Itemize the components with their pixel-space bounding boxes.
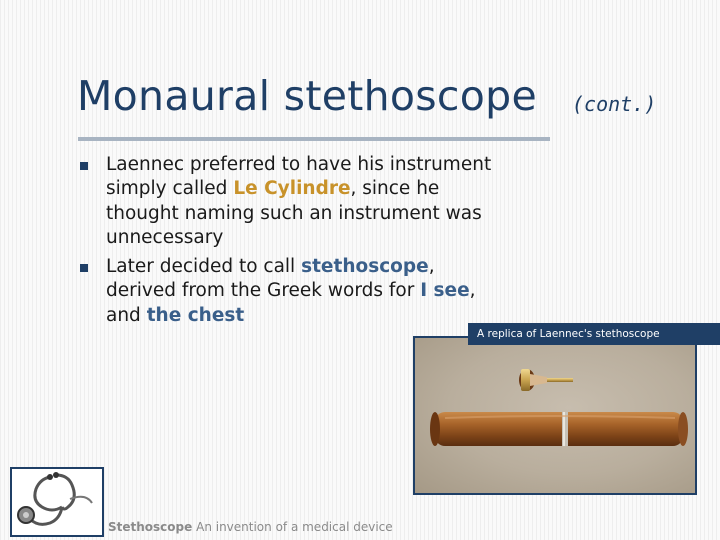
bullet-text-part: , and xyxy=(106,280,476,326)
bullet-text-part: Later decided to call xyxy=(106,256,302,278)
slide-title: Monaural stethoscope xyxy=(77,72,538,120)
square-bullet-icon xyxy=(80,264,88,272)
footer-bold: Stethoscope xyxy=(108,520,193,534)
square-bullet-icon xyxy=(80,162,88,170)
keyword-the-chest: the chest xyxy=(146,304,245,326)
stethoscope-logo-icon xyxy=(12,469,102,535)
bullet-text-part: , derived from the Greek words for xyxy=(106,256,435,302)
bullet-text xyxy=(106,154,491,248)
keyword-stethoscope: stethoscope xyxy=(301,256,429,278)
stethoscope-replica-photo xyxy=(413,336,697,495)
bullet-list xyxy=(76,153,496,333)
bullet-item xyxy=(76,255,496,328)
bullet-text xyxy=(106,256,476,326)
keyword-i-see: I see xyxy=(420,280,470,302)
keyword-le-cylindre: Le Cylindre xyxy=(233,178,351,200)
bullet-text-part: , since he thought naming such an instrument was unnecessary xyxy=(106,178,482,248)
bullet-text-part: Laennec preferred to have his instrument simply called xyxy=(106,154,492,200)
bullet-item xyxy=(76,153,496,250)
stethoscope-logo xyxy=(10,467,104,537)
image-caption: A replica of Laennec's stethoscope xyxy=(468,323,720,345)
footer xyxy=(108,520,393,534)
wooden-stethoscope-icon xyxy=(415,338,695,493)
footer-text: An invention of a medical device xyxy=(196,520,393,534)
slide-title-suffix: (cont.) xyxy=(572,92,657,116)
title-underline xyxy=(78,137,550,141)
